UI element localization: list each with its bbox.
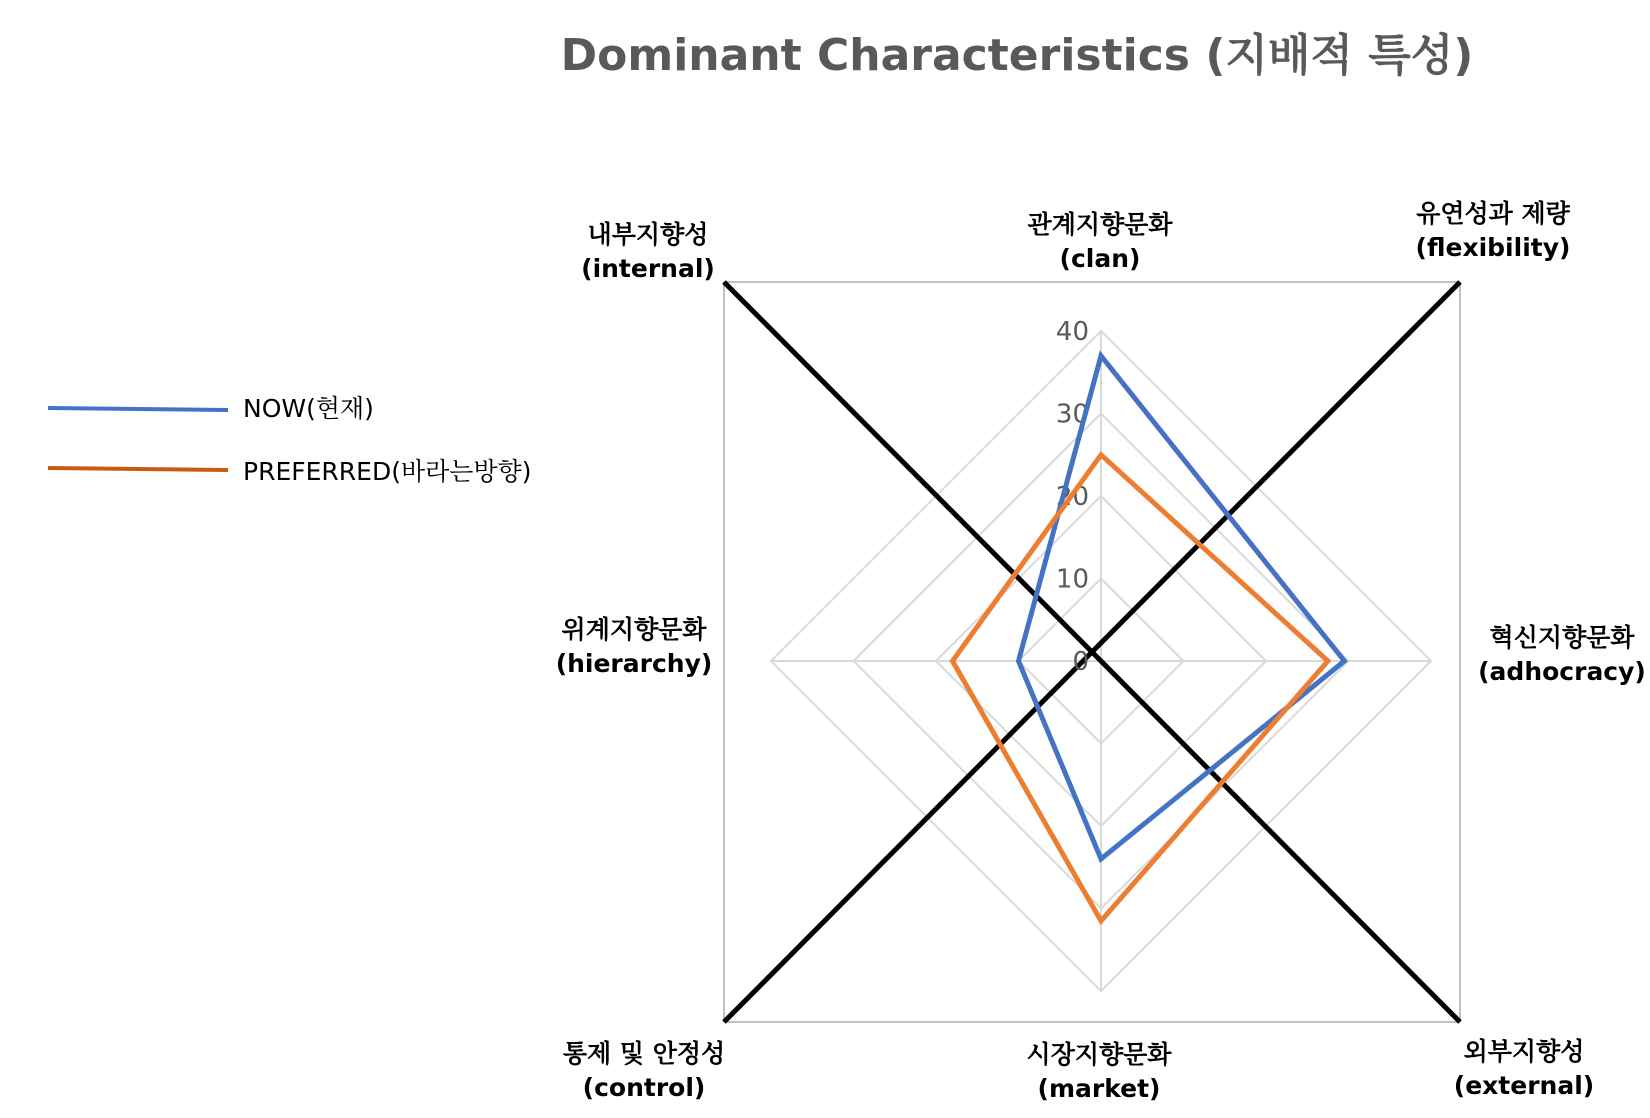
tick-label-40: 40	[1055, 317, 1089, 347]
legend	[48, 394, 531, 486]
category-clan-sub: (clan)	[1059, 244, 1141, 273]
corner-internal-sub: (internal)	[581, 254, 715, 283]
category-hierarchy-sub: (hierarchy)	[555, 649, 713, 678]
tick-label-10: 10	[1055, 564, 1089, 595]
corner-external-name: 외부지향성	[1463, 1037, 1585, 1066]
tick-label-0: 0	[1072, 647, 1089, 677]
legend-label-now: NOW(현재)	[243, 394, 374, 423]
series-preferred-polygon	[953, 455, 1328, 921]
legend-label-preferred: PREFERRED(바라는방향)	[243, 457, 532, 486]
legend-swatch-preferred	[48, 468, 228, 470]
chart-title: Dominant Characteristics (지배적 특성)	[560, 30, 1474, 81]
corner-flexibility-name: 유연성과 제량	[1416, 199, 1570, 228]
category-adhocracy-name: 혁신지향문화	[1489, 623, 1635, 652]
category-market-name: 시장지향문화	[1026, 1040, 1172, 1069]
corner-internal-name: 내부지향성	[587, 220, 709, 249]
corner-control-sub: (control)	[582, 1073, 706, 1102]
corner-control-name: 통제 및 안정성	[562, 1039, 726, 1068]
legend-swatch-now	[48, 408, 228, 410]
category-market-sub: (market)	[1037, 1074, 1161, 1103]
corner-flexibility-sub: (flexibility)	[1415, 233, 1571, 262]
category-clan-name: 관계지향문화	[1027, 210, 1173, 239]
tick-label-30: 30	[1055, 399, 1089, 430]
corner-external-sub: (external)	[1453, 1071, 1595, 1100]
category-hierarchy-name: 위계지향문화	[561, 615, 707, 644]
tick-label-20: 20	[1055, 482, 1089, 512]
category-adhocracy-sub: (adhocracy)	[1478, 657, 1646, 686]
